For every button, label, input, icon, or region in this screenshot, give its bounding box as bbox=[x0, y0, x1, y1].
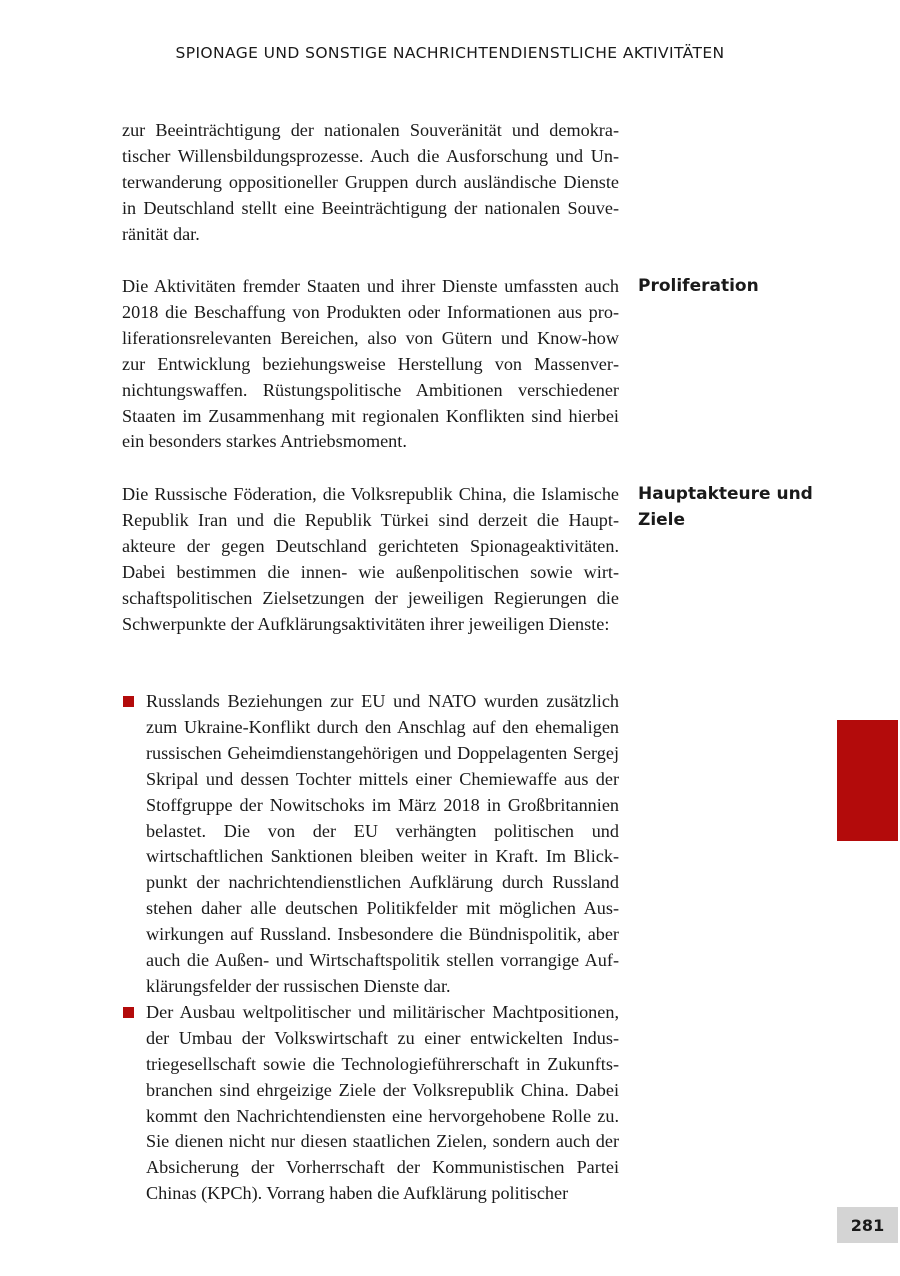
paragraph-sovereignty bbox=[122, 118, 619, 248]
bullet-text: Der Ausbau weltpolitischer und militärischer Machtpositionen, der Umbau der Volkswirtschaft zu einer entwickelten Industriegesellschaft sowie die Technologieführerschaft in Zukunftsbranchen sind ehrgeizige Ziele der Volksrepublik China. Dabei kommt den Nachrichtendiensten eine hervorgehobene Rolle zu. Sie dienen nicht nur diesen staatlichen Zielen, sondern auch der Absicherung der Vorherrschaft der Kommunistischen Partei Chinas (KPCh). Vorrang haben die Aufklärung politischer bbox=[146, 1001, 619, 1204]
bullet-text: Russlands Beziehungen zur EU und NATO wurden zusätzlich zum Ukraine-Konflikt durch den Anschlag auf den ehemaligen russischen Geheimdienstangehörigen und Doppelagenten Sergej Skripal und dessen Tochter mittels einer Chemiewaffe aus der Stoffgruppe der Nowitschoks im März 2018 in Großbritannien belastet. Die von der EU verhängten politischen und wirtschaftlichen Sanktionen bleiben weiter in Kraft. Im Blickpunkt der nachrichtendienstlichen Aufklärung durch Russland stehen daher alle deutschen Politikfelder mit möglichen Auswirkungen auf Russland. Insbesondere die Bündnispolitik, aber auch die Außen- und Wirtschaftspolitik stellen vorrangige Aufklärungsfelder der russischen Dienste dar. bbox=[146, 691, 619, 996]
red-square-bullet-icon bbox=[123, 696, 134, 707]
paragraph-text: Die Aktivitäten fremder Staaten und ihrer Dienste umfassten auch 2018 die Beschaffung von Produkten oder Informationen aus proliferationsrelevanten Bereichen, also von Gütern und Know-how zur Entwicklung beziehungsweise Herstellung von Massenvernichtungswaffen. Rüstungspolitische Ambitionen verschiedener Staaten im Zusammenhang mit regionalen Konflikten sind hierbei ein besonders starkes Antriebsmoment. bbox=[122, 276, 619, 452]
paragraph-proliferation bbox=[122, 274, 619, 455]
bullet-list bbox=[122, 689, 619, 1207]
chapter-thumb-tab bbox=[837, 720, 898, 841]
page-number: 281 bbox=[837, 1207, 898, 1243]
paragraph-text: Die Russische Föderation, die Volksrepublik China, die Islamische Republik Iran und die Republik Türkei sind derzeit die Hauptakteure der gegen Deutschland gerichteten Spionageaktivitäten. Dabei bestimmen die innen- wie außenpolitischen sowie wirtschaftspolitischen Zielsetzungen der jeweiligen Regierungen die Schwerpunkte der Aufklärungsaktivitäten ihrer jeweiligen Dienste: bbox=[122, 484, 619, 634]
margin-heading-hauptakteure: Hauptakteure und Ziele bbox=[638, 484, 813, 530]
paragraph-hauptakteure bbox=[122, 482, 619, 637]
list-item-russia bbox=[122, 689, 619, 1000]
margin-heading-proliferation: Proliferation bbox=[638, 276, 759, 296]
list-item-china bbox=[122, 1000, 619, 1207]
paragraph-text: zur Beeinträchtigung der nationalen Souveränität und demokratischer Willensbildungsprozesse. Auch die Ausforschung und Unterwanderung oppositioneller Gruppen durch ausländische Dienste in Deutschland stellt eine Beeinträchtigung der nationalen Souveränität dar. bbox=[122, 120, 619, 244]
running-head: SPIONAGE UND SONSTIGE NACHRICHTENDIENSTLICHE AKTIVITÄTEN bbox=[175, 44, 725, 62]
red-square-bullet-icon bbox=[123, 1007, 134, 1018]
